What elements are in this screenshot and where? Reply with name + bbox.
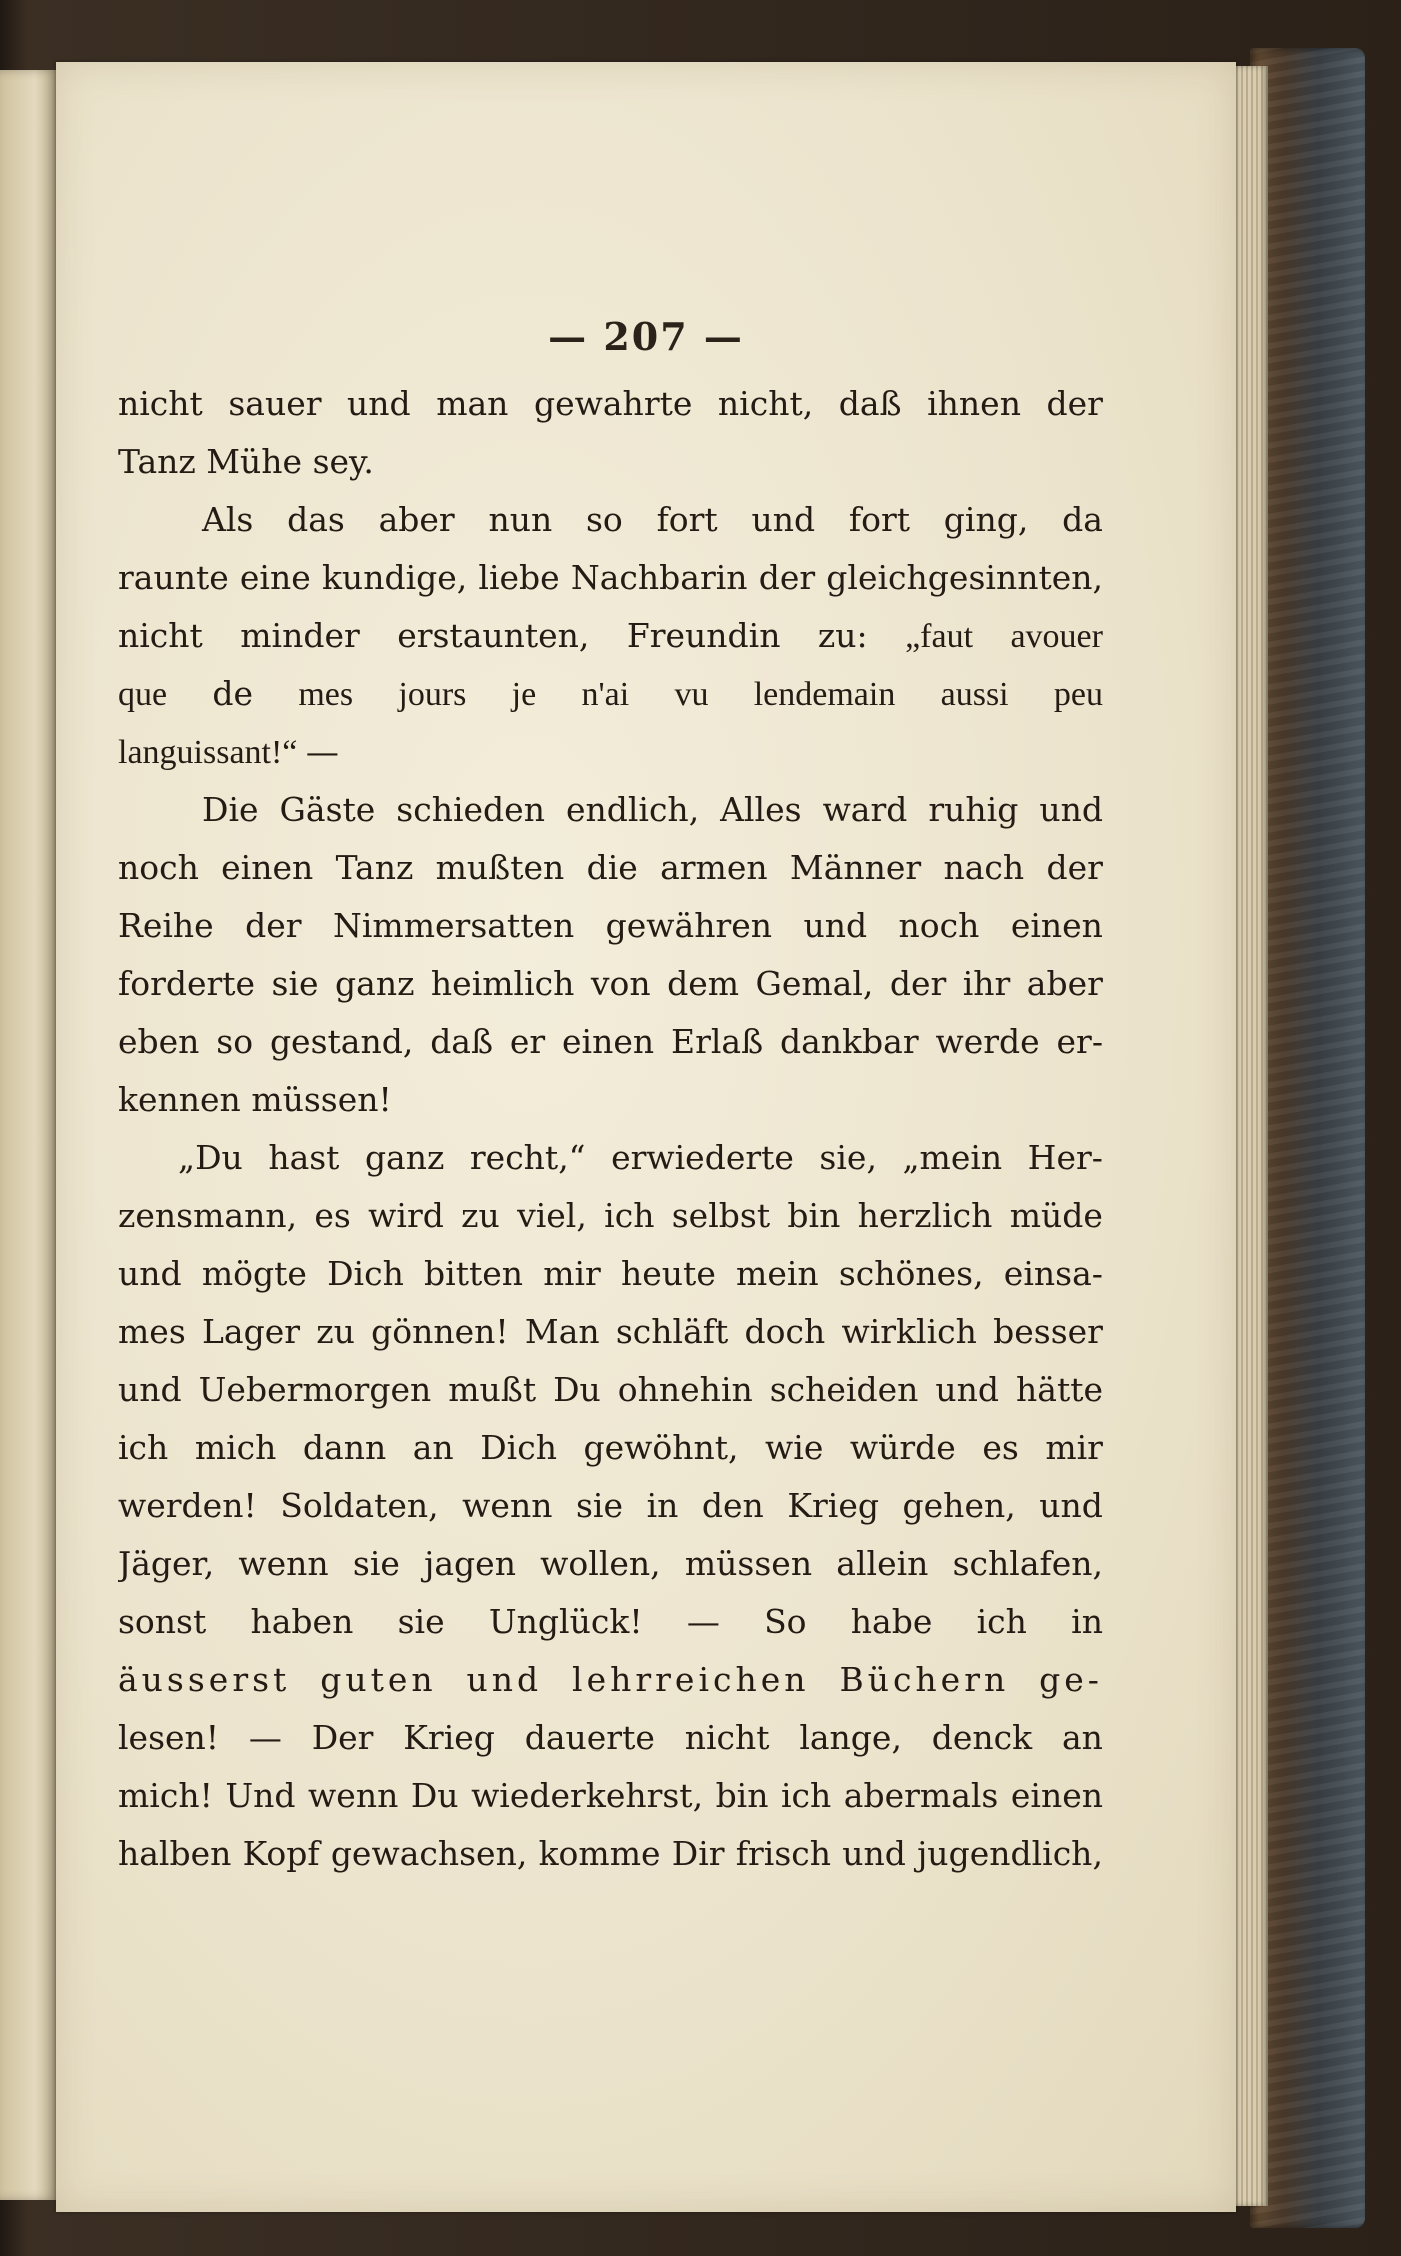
word: hätte [1016,1370,1103,1409]
word: und [803,906,868,945]
word: Lager [202,1312,301,1351]
word: Männer [789,848,922,887]
word: forderte [118,964,256,1003]
word: der [245,906,302,945]
word: ganz [364,1138,445,1177]
word: Mühe [206,442,313,481]
word: komme [538,1834,661,1873]
book-page [56,62,1236,2212]
word: erwiederte [611,1138,794,1177]
word: fort [848,500,910,539]
word: Nimmersatten [333,906,575,945]
word: besser [993,1312,1103,1351]
text-line [118,1022,1103,1080]
text-line [118,500,1103,558]
text-line [118,1602,1103,1660]
word: halben [118,1834,232,1873]
word: ihnen [927,384,1021,423]
word: nicht, [717,384,814,423]
word: würde [849,1428,956,1467]
word: gönnen! [371,1312,509,1351]
text-line [118,1138,1103,1196]
word: die [586,848,638,887]
word: von [590,964,651,1003]
word: sauer [228,384,322,423]
word: kennen [118,1080,252,1119]
word: und [118,1370,182,1409]
word: gewachsen, [330,1834,528,1873]
word: gewähren [605,906,773,945]
word: er- [1056,1022,1103,1061]
word: nach [943,848,1025,887]
word: man [436,384,509,423]
word: „faut [905,618,974,655]
word: und [842,1834,906,1873]
word: gehen, [902,1486,1016,1525]
word: haben [250,1602,354,1641]
word: nicht [684,1718,770,1757]
word: mir [543,1254,601,1293]
word: raunte [118,558,229,597]
word: kundige, [321,558,468,597]
word: Erlaß [671,1022,764,1061]
word: schlafen, [952,1544,1103,1583]
text-line [118,1370,1103,1428]
word: Gemal, [755,964,874,1003]
word: allein [836,1544,929,1583]
word: Freundin [626,616,781,655]
word: wie [765,1428,824,1467]
word: dankbar [779,1022,919,1061]
word: einen [1010,1776,1103,1815]
word: einen [562,1022,655,1061]
word: das [287,500,345,539]
word: ich [781,1776,832,1815]
word: vu [674,676,709,713]
word: habe [850,1602,933,1641]
word: Gäste [279,790,376,829]
word: schönes, [838,1254,984,1293]
word: müssen [684,1544,813,1583]
word: nun [488,500,553,539]
word: wiederkehrst, [471,1776,704,1815]
word: mes [118,1312,186,1351]
word: Nachbarin [570,558,748,597]
text-line [118,1312,1103,1370]
word: in [1071,1602,1103,1641]
word: Als [202,500,254,539]
word: jours [398,676,467,713]
word: und [347,384,411,423]
word: bitten [424,1254,524,1293]
word: jagen [424,1544,516,1583]
word: Soldaten, [280,1486,439,1525]
word: liebe [478,558,560,597]
word: selbst [671,1196,771,1235]
word: einsa- [1003,1254,1103,1293]
word: müssen! [251,1080,392,1119]
text-line [118,1660,1103,1718]
word: und [751,500,816,539]
body-text [118,384,1103,1892]
word: dann [302,1428,387,1467]
word: sie [576,1486,624,1525]
text-line [118,906,1103,964]
word: avouer [1010,618,1103,655]
word: peu [1053,676,1103,713]
word: er [509,1022,546,1061]
word: sey. [312,442,374,481]
word: erstaunten, [397,616,590,655]
word: ruhig [928,790,1019,829]
word: in [646,1486,679,1525]
word: ward [822,790,908,829]
word: Man [524,1312,600,1351]
word: schieden [396,790,545,829]
word: und [935,1370,1000,1409]
text-line [118,848,1103,906]
word: n'ai [581,676,630,713]
word: nicht [118,616,203,655]
word: abermals [843,1776,999,1815]
word: nicht [118,384,203,423]
word: ge- [1039,1660,1103,1699]
word: Uebermorgen [198,1370,432,1409]
word: daß [838,384,902,423]
word: schläft [615,1312,729,1351]
word: so [216,1022,254,1061]
word: herzlich [857,1196,993,1235]
word: der [758,558,816,597]
word: eben [118,1022,200,1061]
word: werde [935,1022,1040,1061]
word: Und [225,1776,296,1815]
text-line [118,1718,1103,1776]
word: wenn [462,1486,553,1525]
word: languissant!“ [118,734,306,771]
word: Jäger, [118,1544,215,1583]
word: — [686,1602,720,1641]
word: sie [397,1602,445,1641]
word: guten [320,1660,437,1699]
word: wirklich [841,1312,977,1351]
word: den [701,1486,764,1525]
word: Tanz [335,848,414,887]
word: — [248,1718,282,1757]
text-line [118,1834,1103,1892]
text-line [118,1080,1103,1138]
word: sie [271,964,319,1003]
word: noch [898,906,980,945]
word: Alles [720,790,802,829]
word: gleichgesinnten, [826,558,1103,597]
word: Dich [480,1428,557,1467]
word: der [1046,384,1103,423]
word: einen [1010,906,1103,945]
word: gewöhnt, [583,1428,739,1467]
word: mögte [201,1254,307,1293]
word: dem [667,964,740,1003]
word: heute [621,1254,716,1293]
word: Her- [1027,1138,1103,1177]
text-line [118,732,1103,790]
word: Du [553,1370,601,1409]
word: sie [352,1544,400,1583]
text-line [118,442,1103,500]
word: mich [194,1428,277,1467]
word: so [586,500,623,539]
text-line [118,964,1103,1022]
word: mir [1045,1428,1103,1467]
word: sonst [118,1602,207,1641]
text-line [118,1254,1103,1312]
word: ganz [335,964,415,1003]
word: viel, [517,1196,587,1235]
text-line [118,616,1103,674]
word: äusserst [118,1660,291,1699]
word: sie, [819,1138,877,1177]
word: bin [787,1196,841,1235]
word: und [1039,790,1103,829]
word: mes [298,676,354,713]
word: heimlich [430,964,575,1003]
word: eine [239,558,311,597]
word: mußten [435,848,565,887]
word: wenn [308,1776,399,1815]
word: zu [316,1312,355,1351]
word: Reihe [118,906,214,945]
word: Dich [327,1254,404,1293]
text-line [118,1428,1103,1486]
word: minder [240,616,360,655]
word: zensmann, [118,1196,298,1235]
word: ihr [962,964,1011,1003]
word: werden! [118,1486,257,1525]
word: que [118,676,168,713]
word: daß [430,1022,494,1061]
word: mußt [448,1370,537,1409]
facing-page-edge [0,70,58,2200]
word: de [212,674,254,713]
word: gewahrte [533,384,693,423]
word: ich [118,1428,169,1467]
word: aber [1026,964,1103,1003]
word: Unglück! [488,1602,643,1641]
text-line [118,1544,1103,1602]
word: lehrreichen [572,1660,810,1699]
word: Krieg [787,1486,879,1525]
word: scheiden [769,1370,919,1409]
word: ging, [943,500,1029,539]
word: es [314,1196,351,1235]
word: So [764,1602,807,1641]
word: ohnehin [617,1370,753,1409]
word: recht,“ [469,1138,586,1177]
word: der [889,964,947,1003]
word: Die [202,790,259,829]
word: es [982,1428,1019,1467]
word: lendemain [753,676,896,713]
word: mein [736,1254,819,1293]
text-line [118,674,1103,732]
word: ich [604,1196,655,1235]
word: und [118,1254,182,1293]
word: und [466,1660,543,1699]
word: fort [656,500,718,539]
word: zu [461,1196,500,1235]
word: zu: [817,616,868,655]
word: mich! [118,1776,213,1815]
word: lesen! [118,1718,220,1757]
word: endlich, [565,790,700,829]
word: der [1046,848,1103,887]
text-line [118,790,1103,848]
word: je [511,676,537,713]
word: hast [268,1138,340,1177]
text-line [118,384,1103,442]
word: Dir [671,1834,725,1873]
word: und [1039,1486,1103,1525]
text-line [118,1776,1103,1834]
word: wird [368,1196,444,1235]
word: denck [931,1718,1033,1757]
word: wollen, [540,1544,661,1583]
word: aussi [940,676,1009,713]
word: an [412,1428,454,1467]
word: bin [715,1776,769,1815]
word: Büchern [839,1660,1010,1699]
word: Der [311,1718,374,1757]
word: armen [660,848,768,887]
word: noch [118,848,199,887]
word: „Du [178,1138,243,1177]
word: einen [221,848,314,887]
word: da [1062,500,1103,539]
word: jugendlich, [917,1834,1103,1873]
word: „mein [902,1138,1003,1177]
word: Du [410,1776,459,1815]
page-number: — 207 — [548,314,744,359]
word: aber [378,500,455,539]
text-line [118,1486,1103,1544]
word: wenn [238,1544,329,1583]
text-line [118,558,1103,616]
word: dauerte [524,1718,655,1757]
word: frisch [735,1834,831,1873]
word: Krieg [403,1718,495,1757]
word: ich [976,1602,1027,1641]
word: an [1061,1718,1103,1757]
text-line [118,1196,1103,1254]
word: Kopf [242,1834,320,1873]
word: müde [1009,1196,1103,1235]
word: doch [744,1312,826,1351]
word: — [305,732,339,771]
word: Tanz [118,442,207,481]
word: lange, [799,1718,902,1757]
word: gestand, [269,1022,414,1061]
